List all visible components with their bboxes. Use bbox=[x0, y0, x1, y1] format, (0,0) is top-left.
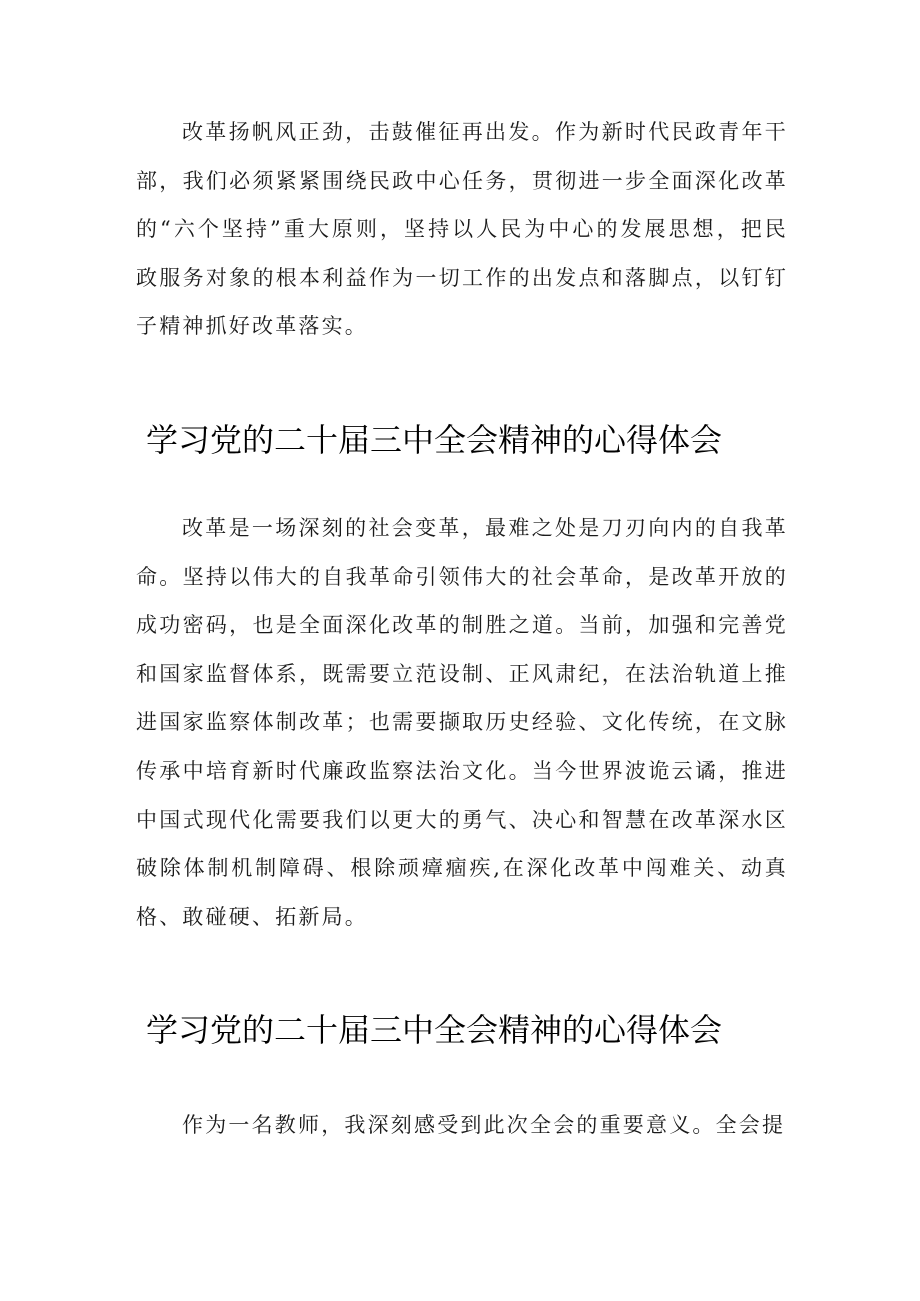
section-heading: 学习党的二十届三中全会精神的心得体会 bbox=[146, 421, 723, 459]
section-heading: 学习党的二十届三中全会精神的心得体会 bbox=[146, 1011, 723, 1049]
body-paragraph: 改革扬帆风正劲，击鼓催征再出发。作为新时代民政青年干部，我们必须紧紧围绕民政中心任务，贯彻进一步全面深化改革的“六个坚持”重大原则，坚持以人民为中心的发展思想，把民政服务对象的根本利益作为一切工作的出发点和落脚点，以钉钉子精神抓好改革落实。 bbox=[136, 120, 788, 339]
body-paragraph: 作为一名教师，我深刻感受到此次全会的重要意义。全会提 bbox=[182, 1113, 786, 1137]
body-paragraph: 改革是一场深刻的社会变革，最难之处是刀刃向内的自我革命。坚持以伟大的自我革命引领伟大的社会革命，是改革开放的成功密码，也是全面深化改革的制胜之道。当前，加强和完善党和国家监督体系，既需要立范设制、正风肃纪，在法治轨道上推进国家监察体制改革；也需要撷取历史经验、文化传统，在文脉传承中培育新时代廉政监察法治文化。当今世界波诡云谲，推进中国式现代化需要我们以更大的勇气、决心和智慧在改革深水区破除体制机制障碍、根除顽瘴痼疾,在深化改革中闯难关、动真格、敢碰硬、拓新局。 bbox=[136, 516, 788, 929]
